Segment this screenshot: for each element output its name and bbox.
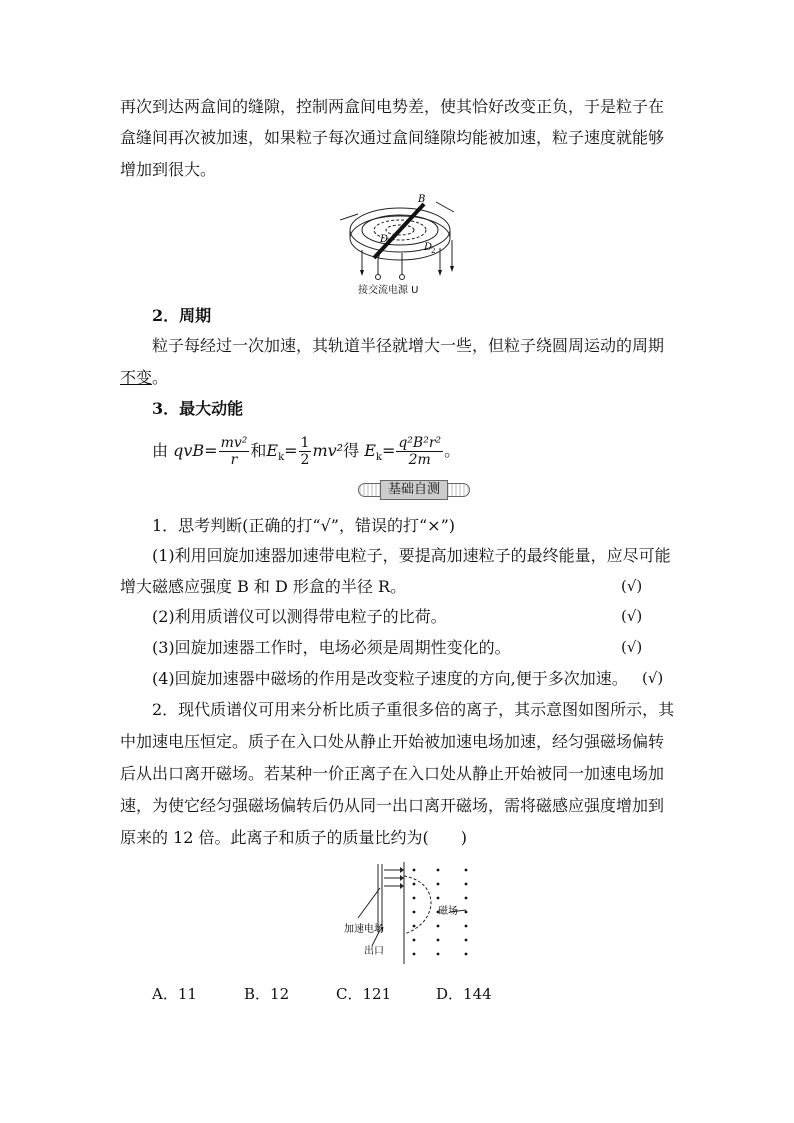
- formula-text: 和: [250, 441, 267, 460]
- question-line: 2．现代质谱仪可用来分析比质子重很多倍的离子，其示意图如图所示，其: [152, 700, 675, 719]
- paragraph-line: [120, 368, 168, 388]
- mass-spectrometer-figure: [340, 862, 490, 967]
- exit-label: 出口: [364, 946, 384, 957]
- label-B: B: [418, 194, 426, 205]
- field-dot: [413, 939, 416, 942]
- fraction: $\frac{\text{q²B²r²}}{2m}$: [398, 435, 442, 468]
- arrow-icon: [400, 867, 404, 889]
- section-badge: [358, 480, 470, 498]
- field-dot: [437, 939, 440, 942]
- field-dot: [465, 869, 468, 872]
- answer-mark: (√): [621, 638, 643, 656]
- label-D2: D: [424, 242, 433, 253]
- paragraph-line: 再次到达两盒间的缝隙，控制两盒间电势差，使其恰好改变正负，于是粒子在: [120, 97, 665, 116]
- label-D1: D: [380, 234, 389, 245]
- answer-mark: (√): [621, 577, 643, 595]
- badge-label: 基础自测: [380, 480, 448, 500]
- section-title: 3．最大动能: [152, 399, 244, 418]
- field-dot: [437, 925, 440, 928]
- label-D1-sub: 1: [387, 239, 392, 247]
- field-dot: [413, 911, 416, 914]
- formula-text: 由: [152, 441, 169, 460]
- formula-var: qvB: [173, 441, 205, 460]
- question-item: (2)利用质谱仪可以测得带电粒子的比荷。: [152, 607, 447, 626]
- field-dot: [465, 883, 468, 886]
- field-dot: [465, 897, 468, 900]
- question-line: 速，为使它经匀强磁场偏转后仍从同一出口离开磁场，需将磁感应强度增加到: [120, 796, 665, 815]
- answer-mark: (√): [621, 607, 643, 625]
- fraction: $\frac{1}{2}$: [300, 435, 310, 468]
- field-dot: [413, 953, 416, 956]
- field-label: 磁场: [438, 906, 458, 917]
- question-item: (4)回旋加速器中磁场的作用是改变粒子速度的方向,便于多次加速。: [152, 669, 628, 688]
- option-c: C．121: [336, 985, 392, 1003]
- underlined-answer: 不变: [120, 368, 153, 387]
- formula-line: 由 qvB= $\frac{\text{mv²}}{r}$ 和$E_k=$ $\frac{1}{2}$ mv²得 $E_k=$ $\frac{\text{q²B²r²}}{2m}$ 。: [152, 435, 461, 468]
- section-title: 2．周期: [152, 306, 212, 325]
- formula-var: E: [364, 441, 376, 460]
- paragraph-line: 粒子每经过一次加速，其轨道半径就增大一些，但粒子绕圆周运动的周期: [152, 336, 665, 355]
- question-line: 中加速电压恒定。质子在入口处从静止开始被加速电场加速，经匀强磁场偏转: [120, 732, 665, 751]
- field-dot: [465, 911, 468, 914]
- answer-mark: (√): [642, 669, 664, 687]
- field-dot: [413, 897, 416, 900]
- field-dot: [465, 939, 468, 942]
- field-dot: [465, 925, 468, 928]
- question-item: (3)回旋加速器工作时，电场必须是周期性变化的。: [152, 638, 511, 657]
- field-dot: [437, 897, 440, 900]
- paragraph-line: 增加到很大。: [120, 160, 217, 179]
- field-dot: [437, 883, 440, 886]
- option-a: A．11: [152, 985, 197, 1003]
- formula-var: mv²: [312, 441, 344, 460]
- field-dot: [413, 883, 416, 886]
- paragraph-line: 盒缝间再次被加速，如果粒子每次通过盒间缝隙均能被加速，粒子速度就能够: [120, 128, 665, 147]
- formula-text: 得: [343, 441, 360, 460]
- field-dot: [437, 869, 440, 872]
- formula-var: E: [266, 441, 279, 460]
- label-D2-sub: 2: [431, 247, 436, 255]
- question-line: 原来的 12 倍。此离子和质子的质量比约为( ): [120, 828, 468, 847]
- period: 。: [152, 368, 169, 387]
- formula-text: 。: [444, 441, 461, 460]
- field-dot: [437, 953, 440, 956]
- question-item: (1)利用回旋加速器加速带电粒子，要提高加速粒子的最终能量，应尽可能: [152, 546, 671, 565]
- field-dot: [413, 869, 416, 872]
- field-dot: [413, 925, 416, 928]
- option-d: D．144: [436, 985, 492, 1003]
- fraction: $\frac{\text{mv²}}{r}$: [220, 435, 248, 468]
- question-line: 后从出口离开磁场。若某种一价正离子在入口处从静止开始被同一加速电场加: [120, 764, 665, 783]
- cyclotron-figure: [340, 190, 470, 295]
- question-title: 1．思考判断(正确的打“√”，错误的打“×”): [152, 516, 455, 535]
- field-dot: [465, 953, 468, 956]
- question-item: 增大磁感应强度 B 和 D 形盒的半径 R。: [120, 577, 407, 596]
- accel-label: 加速电场: [344, 924, 384, 935]
- figure-caption: 接交流电源 U: [358, 285, 419, 296]
- option-b: B．12: [244, 985, 290, 1003]
